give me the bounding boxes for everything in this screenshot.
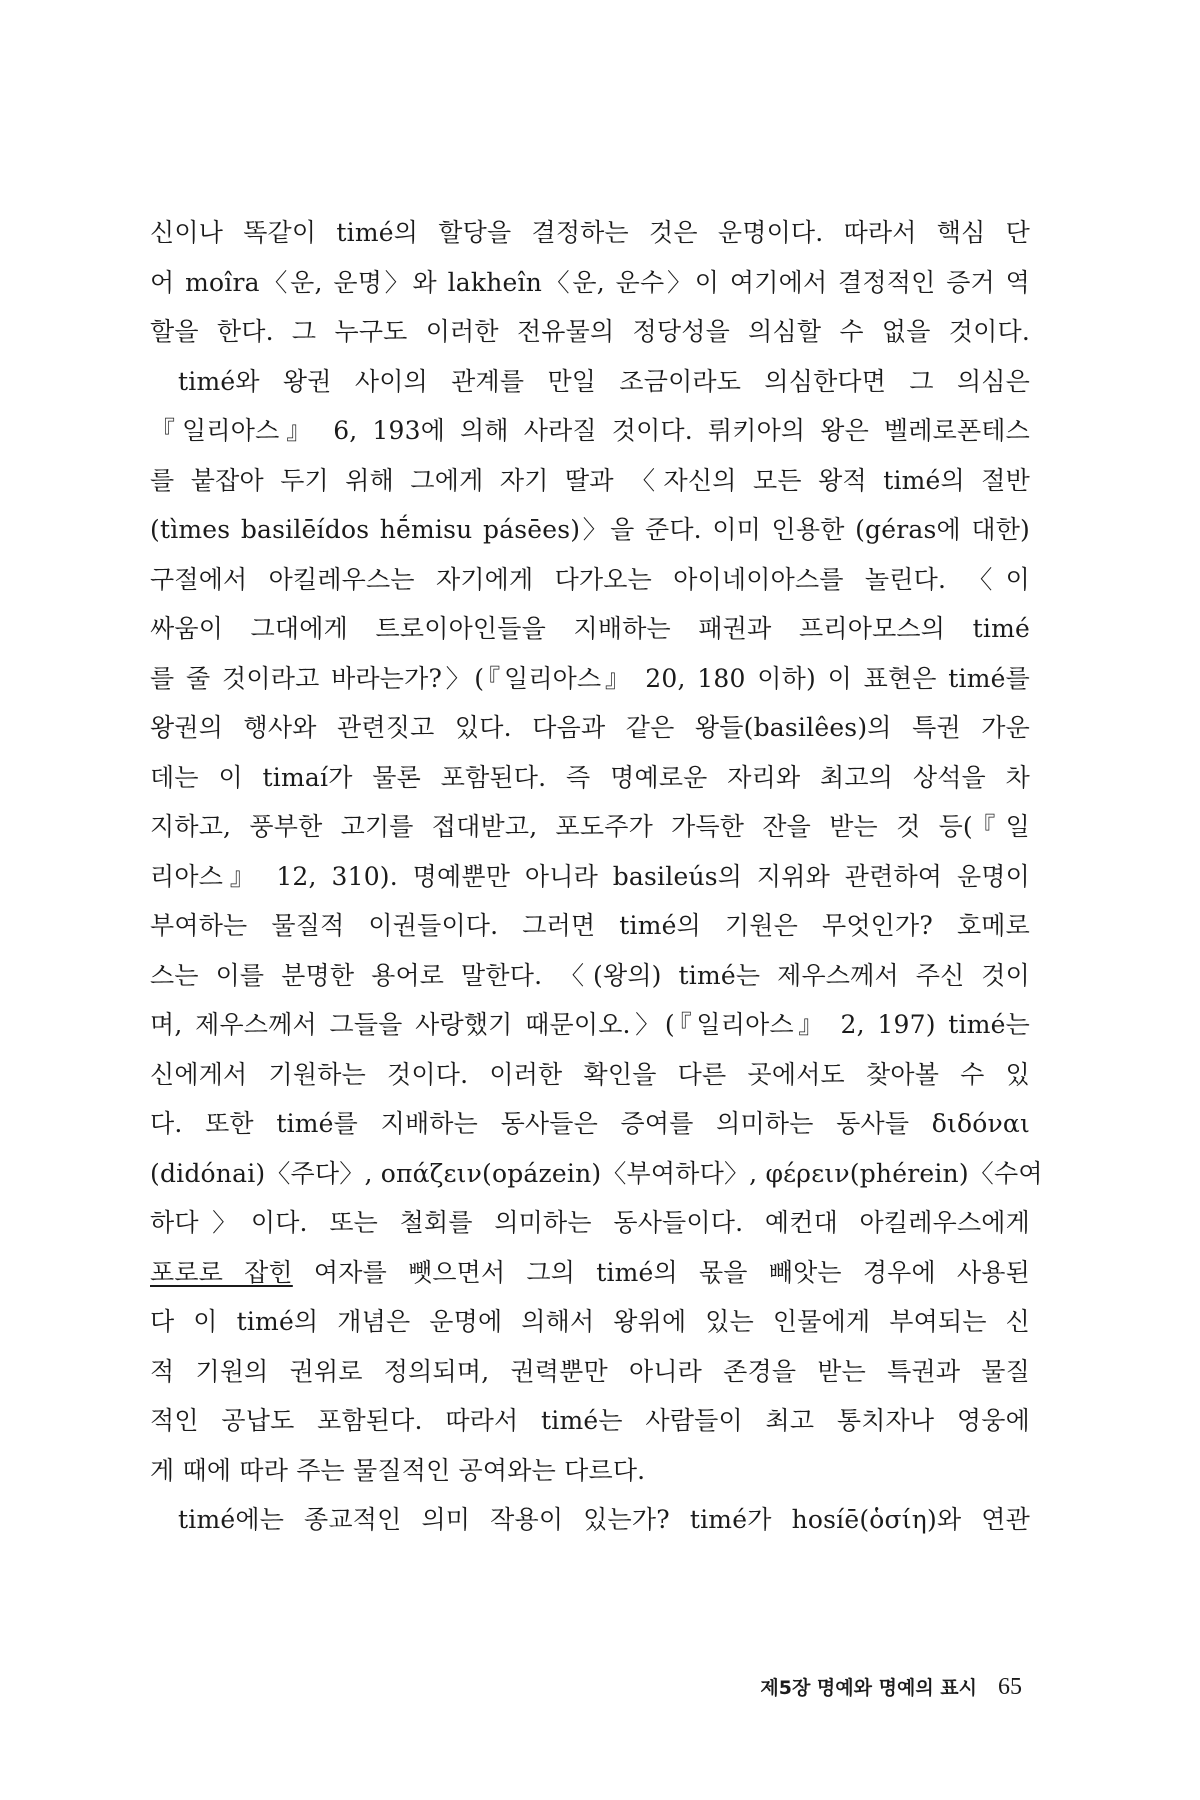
- text-line: 부여하는 물질적 이권들이다. 그러면 timé의 기원은 무엇인가? 호메로: [150, 911, 1030, 940]
- text-line: 스는 이를 분명한 용어로 말한다. 〈(왕의) timé는 제우스께서 주신 것이: [150, 960, 1030, 990]
- text-line: 『일리아스』 6, 193에 의해 사라질 것이다. 뤼키아의 왕은 벨레로폰테스: [150, 416, 1030, 445]
- text-line: 적인 공납도 포함된다. 따라서 timé는 사람들이 최고 통치자나 영웅에: [150, 1406, 1030, 1435]
- running-footer: [760, 1672, 1022, 1703]
- paragraph-start-line: timé와 왕권 사이의 관계를 만일 조금이라도 의심한다면 그 의심은: [178, 366, 1030, 396]
- text-line: 를 붙잡아 두기 위해 그에게 자기 딸과 〈자신의 모든 왕적 timé의 절반: [150, 465, 1030, 495]
- text-line: 왕권의 행사와 관련짓고 있다. 다음과 같은 왕들(basilêes)의 특권 가운: [150, 713, 1030, 742]
- text-line: 를 줄 것이라고 바라는가?〉(『일리아스』 20, 180 이하) 이 표현은 timé를: [150, 663, 1030, 693]
- text-line: (tìmes basilēídos hḗmisu pásēes)〉을 준다. 이미 인용한 (géras에 대한): [150, 515, 1030, 544]
- text-line: 데는 이 timaí가 물론 포함된다. 즉 명예로운 자리와 최고의 상석을 차: [150, 762, 1030, 792]
- text-line: 신이나 똑같이 timé의 할당을 결정하는 것은 운명이다. 따라서 핵심 단: [150, 218, 1030, 247]
- paragraph-start-line: timé에는 종교적인 의미 작용이 있는가? timé가 hosíē(ὁσίη)와 연관: [178, 1505, 1030, 1534]
- text-line: 하다〉이다. 또는 철회를 의미하는 동사들이다. 예컨대 아킬레우스에게: [150, 1208, 1030, 1237]
- page-number: 65: [998, 1674, 1022, 1700]
- text-line: 지하고, 풍부한 고기를 접대받고, 포도주가 가득한 잔을 받는 것 등(『일: [150, 812, 1030, 841]
- text-line: 다 이 timé의 개념은 운명에 의해서 왕위에 있는 인물에게 부여되는 신: [150, 1307, 1030, 1336]
- body-text: [150, 208, 1043, 1545]
- text-line: 적 기원의 권위로 정의되며, 권력뿐만 아니라 존경을 받는 특권과 물질: [150, 1356, 1030, 1386]
- text-line: 신에게서 기원하는 것이다. 이러한 확인을 다른 곳에서도 찾아볼 수 있: [150, 1059, 1030, 1089]
- chapter-title: 제5장 명예와 명예의 표시: [760, 1677, 977, 1699]
- text-line: 리아스』 12, 310). 명예뿐만 아니라 basileús의 지위와 관련하여 운명이: [150, 861, 1030, 891]
- text-line: 며, 제우스께서 그들을 사랑했기 때문이오.〉(『일리아스』 2, 197) timé는: [150, 1010, 1030, 1039]
- text-line: 다. 또한 timé를 지배하는 동사들은 증여를 의미하는 동사들 διδόναι: [150, 1109, 1030, 1138]
- text-line: (didónai)〈주다〉, οπάζειν(opázein)〈부여하다〉, φέρειν(phérein)〈수여: [150, 1158, 1043, 1188]
- text-line: 어 moîra〈운, 운명〉와 lakheîn〈운, 운수〉이 여기에서 결정적인 증거 역: [150, 267, 1030, 297]
- underlined-phrase: 포로로 잡힌: [150, 1257, 293, 1287]
- underlined-text-line: 포로로 잡힌 여자를 뺏으면서 그의 timé의 몫을 빼앗는 경우에 사용된: [150, 1257, 1030, 1287]
- text-line: 싸움이 그대에게 트로이아인들을 지배하는 패권과 프리아모스의 timé: [150, 614, 1030, 643]
- paragraph-end-line: 게 때에 따라 주는 물질적인 공여와는 다르다.: [150, 1455, 646, 1485]
- text-line: 할을 한다. 그 누구도 이러한 전유물의 정당성을 의심할 수 없을 것이다.: [150, 317, 1030, 346]
- text-line: 구절에서 아킬레우스는 자기에게 다가오는 아이네이아스를 놀린다. 〈이: [150, 564, 1030, 594]
